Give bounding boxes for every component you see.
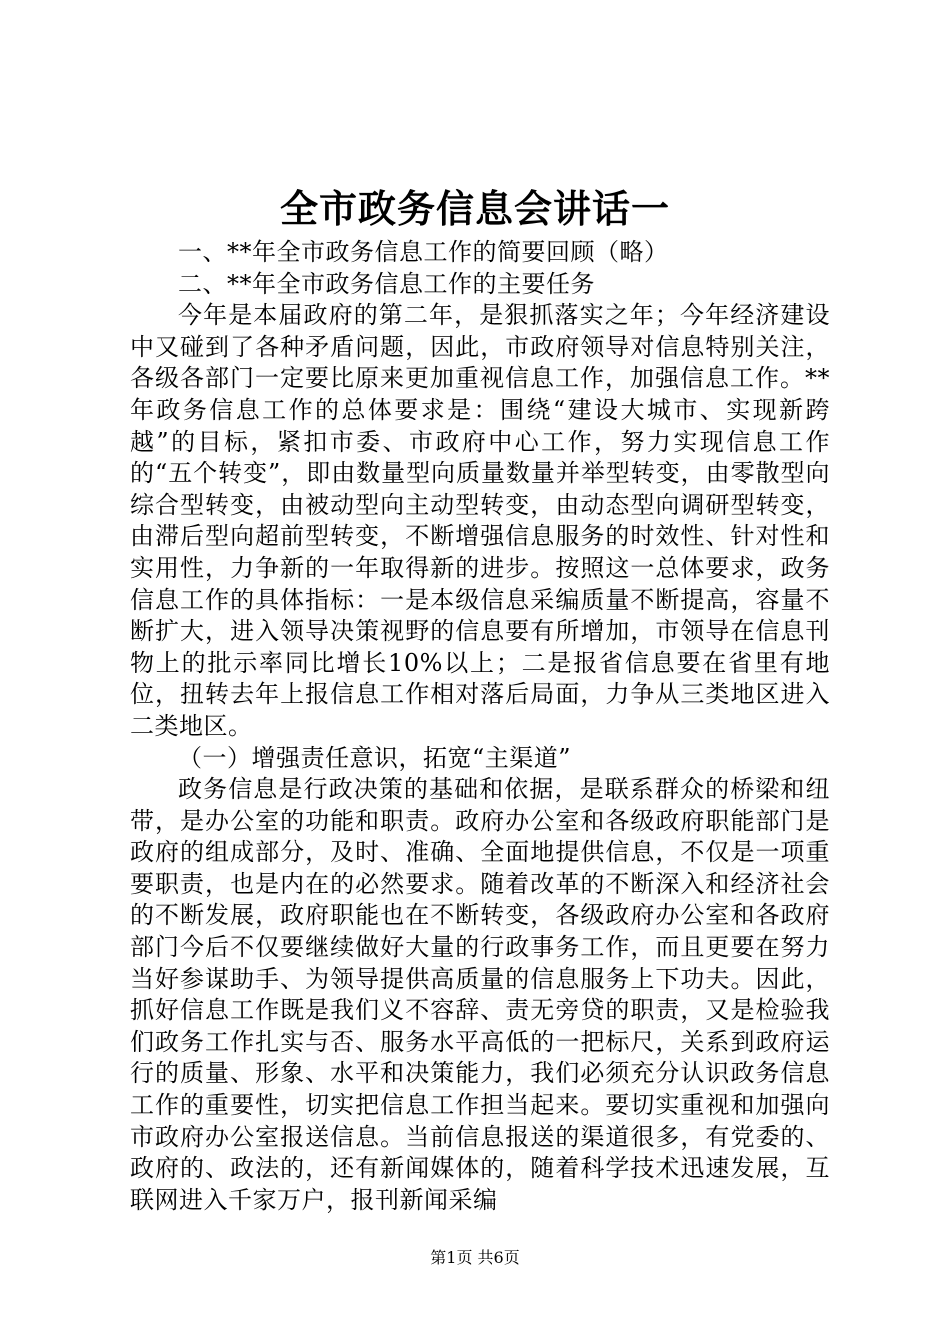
document-title: 全市政务信息会讲话一 xyxy=(279,186,670,231)
document-body xyxy=(130,237,830,1216)
section-heading-review: 一、**年全市政务信息工作的简要回顾（略） xyxy=(178,238,669,266)
page-footer: 第1页 共6页 xyxy=(430,1248,520,1267)
body-paragraph-information: 政务信息是行政决策的基础和依据，是联系群众的桥梁和纽带，是办公室的功能和职责。政府办公室和各级政府职能部门是政府的组成部分，及时、准确、全面地提供信息，不仅是一项重要职责，也是内在的必然要求。随着改革的不断深入和经济社会的不断发展，政府职能也在不断转变，各级政府办公室和各政府部门今后不仅要继续做好大量的行政事务工作，而且更要在努力当好参谋助手、为领导提供高质量的信息服务上下功夫。因此，抓好信息工作既是我们义不容辞、责无旁贷的职责，又是检验我们政务工作扎实与否、服务水平高低的一把标尺，关系到政府运行的质量、形象、水平和决策能力，我们必须充分认识政务信息工作的重要性，切实把信息工作担当起来。要切实重视和加强向市政府办公室报送信息。当前信息报送的渠道很多，有党委的、政府的、政法的，还有新闻媒体的，随着科学技术迅速发展，互联网进入千家万户，报刊新闻采编 xyxy=(130,775,830,1214)
section-heading-tasks: 二、**年全市政务信息工作的主要任务 xyxy=(178,269,595,298)
body-paragraph-requirements: 今年是本届政府的第二年，是狠抓落实之年；今年经济建设中又碰到了各种矛盾问题，因此，市政府领导对信息特别关注，各级各部门一定要比原来更加重视信息工作，加强信息工作。**年政务信息工作的总体要求是：围绕“建设大城市、实现新跨越”的目标，紧扣市委、市政府中心工作，努力实现信息工作的“五个转变”，即由数量型向质量数量并举型转变，由零散型向综合型转变，由被动型向主动型转变，由动态型向调研型转变，由滞后型向超前型转变，不断增强信息服务的时效性、针对性和实用性，力争新的一年取得新的进步。按照这一总体要求，政务信息工作的具体指标：一是本级信息采编质量不断提高，容量不断扩大，进入领导决策视野的信息要有所增加，市领导在信息刊物上的批示率同比增长10%以上；二是报省信息要在省里有地位，扭转去年上报信息工作相对落后局面，力争从三类地区进入二类地区。 xyxy=(130,301,830,740)
subsection-heading-responsibility: （一）增强责任意识，拓宽“主渠道” xyxy=(178,743,572,772)
